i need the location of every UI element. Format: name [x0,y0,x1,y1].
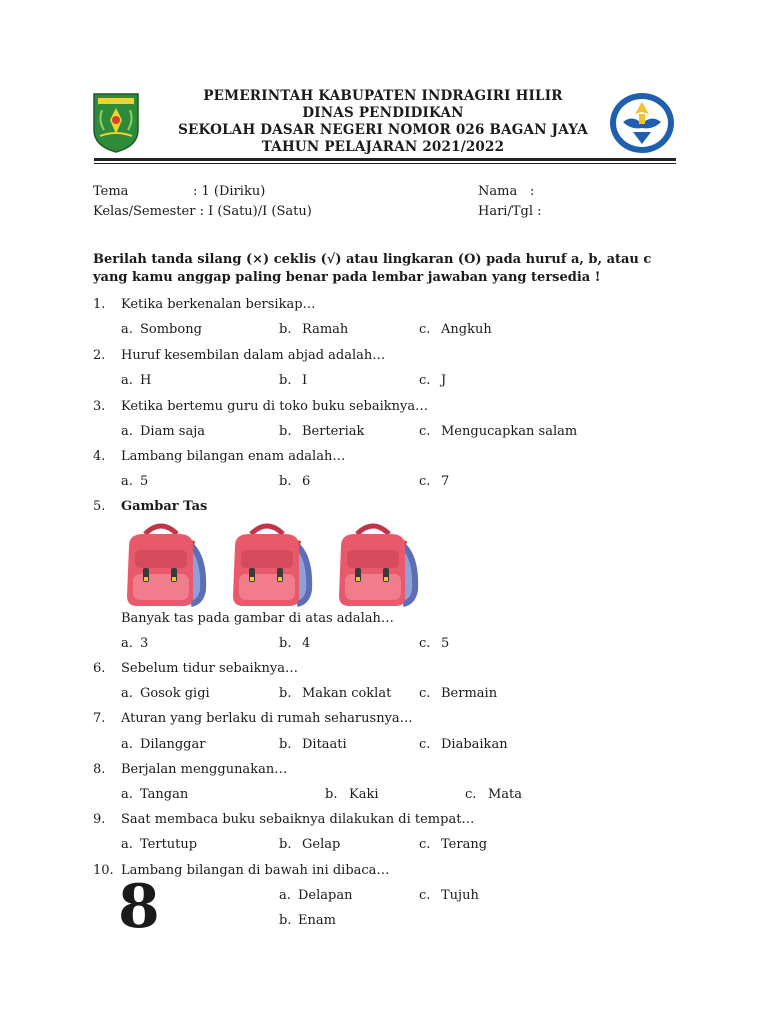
tema-label: Tema [93,184,129,199]
question-subtext: Banyak tas pada gambar di atas adalah… [121,611,394,626]
option-letter: c. [419,686,431,701]
option-a: 5 [140,474,149,489]
option-letter: c. [419,737,431,752]
question-text: Lambang bilangan enam adalah… [121,449,346,464]
big-number-eight: 8 [118,872,160,942]
question-text: Berjalan menggunakan… [121,762,288,777]
option-c: Diabaikan [441,737,508,752]
option-letter: a. [121,787,133,802]
option-letter: c. [419,888,431,903]
question-number: 10. [93,863,114,878]
option-a: Delapan [298,888,353,903]
option-b: I [302,373,308,388]
option-c: J [441,373,447,388]
option-c: Mata [488,787,523,802]
option-letter: b. [279,636,292,651]
header-rule-thick [94,158,676,161]
backpack-image [121,520,211,610]
option-letter: c. [419,373,431,388]
option-letter: b. [325,787,338,802]
option-letter: b. [279,424,292,439]
backpack-image [333,520,423,610]
option-letter: a. [121,636,133,651]
question-number: 1. [93,297,106,312]
header-line-1: PEMERINTAH KABUPATEN INDRAGIRI HILIR [203,88,563,104]
option-letter: b. [279,373,292,388]
option-b: 6 [302,474,311,489]
option-letter: a. [121,373,133,388]
option-a: Tertutup [140,837,198,852]
option-a: 3 [140,636,149,651]
option-b: Gelap [302,837,341,852]
question-text: Sebelum tidur sebaiknya… [121,661,298,676]
question-number: 3. [93,399,106,414]
option-letter: c. [419,474,431,489]
question-number: 4. [93,449,106,464]
option-a: Gosok gigi [140,686,210,701]
nama-label: Nama [478,184,518,199]
option-b: Berteriak [302,424,365,439]
kelas-semester: Kelas/Semester : I (Satu)/I (Satu) [93,204,312,219]
header-line-2: DINAS PENDIDIKAN [302,105,464,121]
question-number: 2. [93,348,106,363]
question-text: Gambar Tas [121,499,208,514]
option-letter: a. [121,474,133,489]
question-number: 8. [93,762,106,777]
question-text: Ketika berkenalan bersikap… [121,297,316,312]
option-c: 5 [441,636,450,651]
tema-value: : 1 (Diriku) [193,184,266,199]
option-letter: a. [121,322,133,337]
instruction-text: Berilah tanda silang (×) ceklis (√) atau lingkaran (O) pada huruf a, b, atau c yang kamu anggap paling benar pada lembar jawaban yang tersedia ! [93,252,652,285]
option-letter: c. [419,636,431,651]
option-a: Tangan [140,787,189,802]
option-c: Angkuh [441,322,492,337]
question-number: 9. [93,812,106,827]
option-letter: c. [419,322,431,337]
option-c: Bermain [441,686,498,701]
option-c: Terang [441,837,488,852]
option-letter: c. [419,837,431,852]
option-letter: a. [279,888,291,903]
option-b: 4 [302,636,311,651]
option-letter: b. [279,737,292,752]
option-letter: a. [121,686,133,701]
question-text: Saat membaca buku sebaiknya dilakukan di tempat… [121,812,475,827]
option-b: Ramah [302,322,349,337]
option-letter: b. [279,913,292,928]
option-letter: c. [419,424,431,439]
question-text: Ketika bertemu guru di toko buku sebaiknya… [121,399,429,414]
option-c: 7 [441,474,450,489]
option-a: H [140,373,152,388]
question-number: 6. [93,661,106,676]
question-number: 5. [93,499,106,514]
option-b: Makan coklat [302,686,392,701]
option-letter: c. [465,787,477,802]
nama-colon: : [530,184,535,199]
header-rule-thin [94,163,676,164]
question-text: Lambang bilangan di bawah ini dibaca… [121,863,390,878]
header-line-3: SEKOLAH DASAR NEGERI NOMOR 026 BAGAN JAYA [178,122,588,138]
question-text: Aturan yang berlaku di rumah seharusnya… [121,711,413,726]
regency-coat-of-arms-icon [92,90,140,154]
hari-tgl-label: Hari/Tgl : [478,204,542,219]
option-c: Mengucapkan salam [441,424,578,439]
option-b: Ditaati [302,737,347,752]
tut-wuri-handayani-icon [609,92,675,154]
option-letter: a. [121,837,133,852]
option-b: Enam [298,913,336,928]
backpack-image [227,520,317,610]
option-letter: b. [279,686,292,701]
option-letter: b. [279,322,292,337]
option-letter: a. [121,737,133,752]
option-c: Tujuh [441,888,479,903]
option-b: Kaki [349,787,379,802]
option-letter: b. [279,474,292,489]
question-number: 7. [93,711,106,726]
option-a: Sombong [140,322,202,337]
question-text: Huruf kesembilan dalam abjad adalah… [121,348,386,363]
option-letter: b. [279,837,292,852]
option-letter: a. [121,424,133,439]
header-line-4: TAHUN PELAJARAN 2021/2022 [261,139,505,155]
option-a: Diam saja [140,424,205,439]
option-a: Dilanggar [140,737,206,752]
